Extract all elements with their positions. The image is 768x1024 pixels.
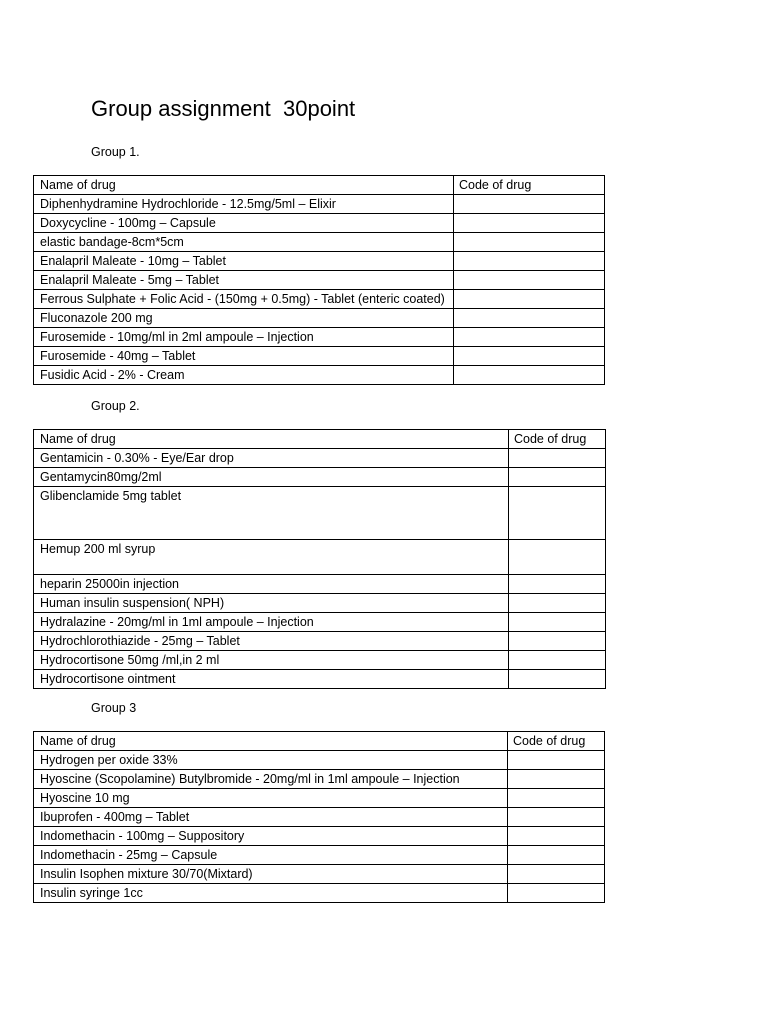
drug-name-cell: heparin 25000in injection [34,575,509,594]
table-row [34,487,606,540]
table-row [34,827,605,846]
drug-code-cell[interactable] [454,290,605,309]
drug-name-cell: Fusidic Acid - 2% - Cream [34,366,454,385]
drug-name-cell: Hydralazine - 20mg/ml in 1ml ampoule – Injection [34,613,509,632]
drug-name-cell: Gentamycin80mg/2ml [34,468,509,487]
drug-name-cell: Indomethacin - 25mg – Capsule [34,846,508,865]
table-row [34,632,606,651]
drug-name-cell: Hydrochlorothiazide - 25mg – Tablet [34,632,509,651]
drug-code-cell[interactable] [509,594,606,613]
drug-code-cell[interactable] [509,575,606,594]
drug-code-cell[interactable] [509,651,606,670]
table-row [34,540,606,575]
table-header-row [34,176,605,195]
table-row [34,770,605,789]
column-header-name: Name of drug [34,430,509,449]
table-row [34,195,605,214]
table-header-row [34,732,605,751]
drug-code-cell[interactable] [508,789,605,808]
table-row [34,575,606,594]
table-row [34,594,606,613]
document-title: Group assignment 30point [91,96,356,121]
table-row [34,309,605,328]
group-3-label: Group 3 [91,701,137,715]
drug-name-cell: Ibuprofen - 400mg – Tablet [34,808,508,827]
drug-code-cell[interactable] [508,770,605,789]
drug-code-cell[interactable] [508,846,605,865]
drug-code-cell[interactable] [509,468,606,487]
drug-name-cell: Doxycycline - 100mg – Capsule [34,214,454,233]
table-row [34,252,605,271]
table-row [34,613,606,632]
column-header-code: Code of drug [509,430,606,449]
drug-name-cell: Gentamicin - 0.30% - Eye/Ear drop [34,449,509,468]
table-row [34,290,605,309]
drug-code-cell[interactable] [454,195,605,214]
drug-name-cell: Hyoscine (Scopolamine) Butylbromide - 20mg/ml in 1ml ampoule – Injection [34,770,508,789]
drug-name-cell: Insulin Isophen mixture 30/70(Mixtard) [34,865,508,884]
table-row [34,751,605,770]
drug-code-cell[interactable] [508,751,605,770]
drug-name-cell: elastic bandage-8cm*5cm [34,233,454,252]
table-row [34,233,605,252]
drug-code-cell[interactable] [509,540,606,575]
table-row [34,884,605,903]
column-header-name: Name of drug [34,732,508,751]
drug-code-cell[interactable] [508,865,605,884]
drug-code-cell[interactable] [454,233,605,252]
table-row [34,865,605,884]
drug-code-cell[interactable] [509,487,606,540]
drug-code-cell[interactable] [454,214,605,233]
drug-name-cell: Indomethacin - 100mg – Suppository [34,827,508,846]
drug-name-cell: Glibenclamide 5mg tablet [34,487,509,540]
drug-code-cell[interactable] [509,632,606,651]
drug-code-cell[interactable] [509,613,606,632]
table-row [34,214,605,233]
drug-name-cell: Furosemide - 10mg/ml in 2ml ampoule – Injection [34,328,454,347]
drug-name-cell: Enalapril Maleate - 10mg – Tablet [34,252,454,271]
table-row [34,468,606,487]
group-3-table [33,731,605,903]
drug-name-cell: Fluconazole 200 mg [34,309,454,328]
drug-code-cell[interactable] [454,347,605,366]
drug-name-cell: Hyoscine 10 mg [34,789,508,808]
drug-name-cell: Furosemide - 40mg – Tablet [34,347,454,366]
drug-code-cell[interactable] [454,309,605,328]
drug-code-cell[interactable] [509,670,606,689]
column-header-code: Code of drug [454,176,605,195]
drug-name-cell: Human insulin suspension( NPH) [34,594,509,613]
table-row [34,347,605,366]
drug-name-cell: Hydrocortisone 50mg /ml,in 2 ml [34,651,509,670]
drug-code-cell[interactable] [508,808,605,827]
table-row [34,670,606,689]
drug-code-cell[interactable] [454,271,605,290]
table-row [34,808,605,827]
drug-name-cell: Enalapril Maleate - 5mg – Tablet [34,271,454,290]
table-row [34,651,606,670]
table-row [34,789,605,808]
table-row [34,271,605,290]
drug-code-cell[interactable] [508,827,605,846]
drug-name-cell: Diphenhydramine Hydrochloride - 12.5mg/5ml – Elixir [34,195,454,214]
table-row [34,366,605,385]
group-2-label: Group 2. [91,399,140,413]
group-1-table [33,175,605,385]
group-2-table [33,429,606,689]
table-row [34,328,605,347]
drug-name-cell: Insulin syringe 1cc [34,884,508,903]
drug-code-cell[interactable] [509,449,606,468]
drug-code-cell[interactable] [454,366,605,385]
group-1-label: Group 1. [91,145,140,159]
table-row [34,846,605,865]
drug-code-cell[interactable] [454,252,605,271]
column-header-code: Code of drug [508,732,605,751]
drug-name-cell: Ferrous Sulphate + Folic Acid - (150mg + 0.5mg) - Tablet (enteric coated) [34,290,454,309]
drug-code-cell[interactable] [454,328,605,347]
drug-code-cell[interactable] [508,884,605,903]
drug-name-cell: Hydrocortisone ointment [34,670,509,689]
column-header-name: Name of drug [34,176,454,195]
table-row [34,449,606,468]
table-header-row [34,430,606,449]
drug-name-cell: Hemup 200 ml syrup [34,540,509,575]
drug-name-cell: Hydrogen per oxide 33% [34,751,508,770]
